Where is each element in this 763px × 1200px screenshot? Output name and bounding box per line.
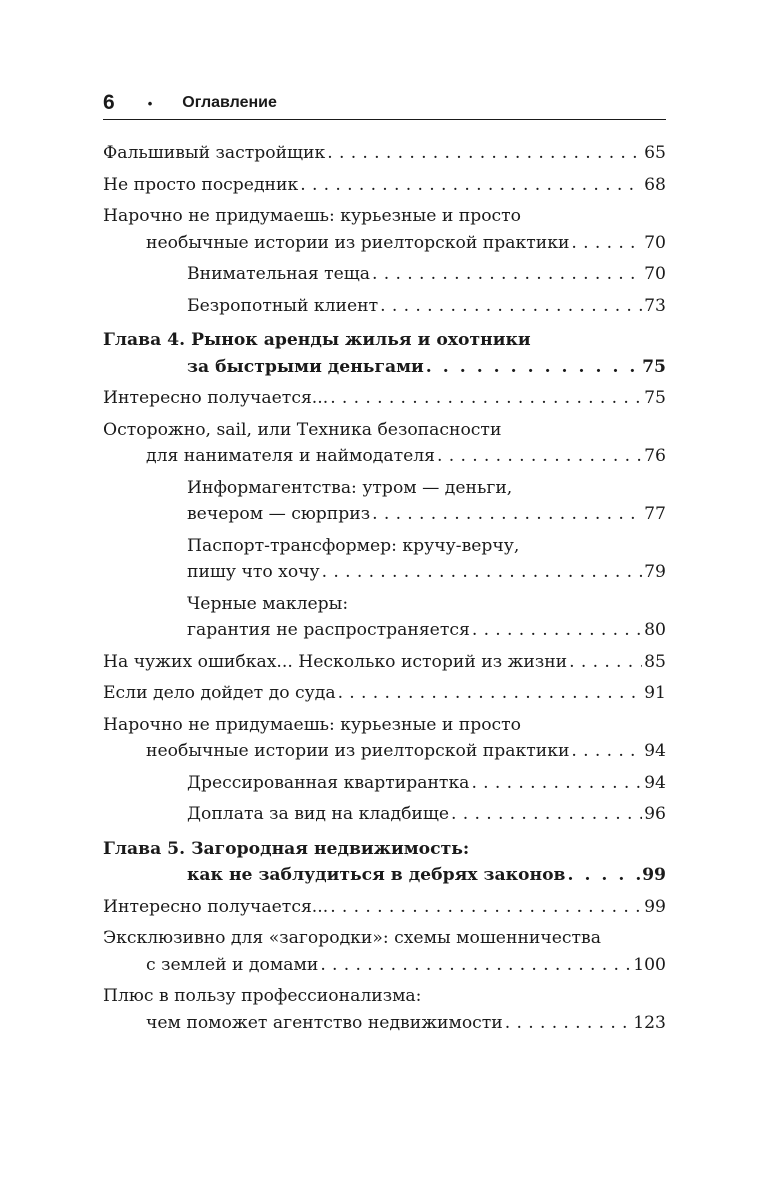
toc-entry <box>103 172 666 199</box>
toc-entry <box>103 712 666 765</box>
toc-page-number: 70 <box>644 232 666 253</box>
toc-entry-title: Эксклюзивно для «загородки»: схемы мошенничества <box>103 928 601 948</box>
toc-entry-title: Глава 4. Рынок аренды жилья и охотники <box>103 330 531 350</box>
dot-leader <box>380 293 642 320</box>
toc-entry-title: Осторожно, sail, или Техника безопасности <box>103 419 502 440</box>
toc-entry <box>103 261 666 288</box>
toc-entry-title: Информагентства: утром — деньги, <box>187 477 513 498</box>
toc-entry-title: На чужих ошибках... Несколько историй из жизни <box>103 651 568 672</box>
toc-entry-title: гарантия не распространяется <box>187 620 470 640</box>
toc-entry-title: с землей и домами <box>146 954 319 975</box>
toc-page-number: 73 <box>644 295 666 316</box>
toc-entry-title: пишу что хочу <box>187 562 320 582</box>
toc-entry-title: Дрессированная квартирантка <box>187 772 470 793</box>
toc-entry <box>103 894 666 921</box>
dot-leader <box>372 501 642 528</box>
toc-page-number: 96 <box>644 804 666 824</box>
toc-entry-title: Нарочно не придумаешь: курьезные и просто <box>103 714 522 735</box>
toc-page-number: 100 <box>633 954 666 975</box>
toc-entry-title: Внимательная теща <box>187 264 371 284</box>
toc-page-number: 76 <box>644 446 666 466</box>
dot-leader <box>471 770 642 797</box>
toc-chapter <box>103 836 666 889</box>
toc-entry <box>103 475 666 528</box>
toc-entry-title: Интересно получается... <box>103 896 329 917</box>
toc-page-number: 99 <box>642 865 666 885</box>
toc-entry <box>103 203 666 256</box>
dot-leader <box>472 617 642 644</box>
toc-entry-title: как не заблудиться в дебрях законов <box>187 865 566 885</box>
toc-page-number: 85 <box>644 651 666 672</box>
toc-page <box>103 88 666 1041</box>
toc-entry-title: Глава 5. Загородная недвижимость: <box>103 838 470 859</box>
toc-page-number: 80 <box>644 620 666 640</box>
dot-leader <box>571 738 642 765</box>
toc-entry <box>103 770 666 797</box>
page-number: 6 <box>103 91 115 114</box>
dot-leader <box>426 354 640 381</box>
dot-leader <box>505 1010 631 1037</box>
toc-page-number: 79 <box>644 562 666 582</box>
dot-leader <box>437 443 642 470</box>
toc-entry-title: Нарочно не придумаешь: курьезные и просто <box>103 206 522 226</box>
toc-page-number: 75 <box>642 356 666 377</box>
toc-page-number: 99 <box>644 896 666 917</box>
toc-entry-title: Черные маклеры: <box>187 593 349 614</box>
dot-leader <box>327 140 642 167</box>
toc-entry <box>103 140 666 167</box>
dot-leader <box>338 680 643 707</box>
toc-entry <box>103 591 666 644</box>
table-of-contents <box>103 140 666 1036</box>
toc-page-number: 94 <box>644 772 666 793</box>
dot-leader <box>320 952 631 979</box>
toc-entry <box>103 649 666 676</box>
toc-page-number: 94 <box>644 741 666 761</box>
toc-entry <box>103 925 666 978</box>
toc-entry <box>103 385 666 412</box>
dot-leader <box>372 261 642 288</box>
dot-leader <box>322 559 642 586</box>
toc-entry-title: Фальшивый застройщик <box>103 143 326 163</box>
toc-entry-title: вечером — сюрприз <box>187 504 371 524</box>
toc-entry-title: для нанимателя и наймодателя <box>146 446 436 466</box>
toc-page-number: 123 <box>633 1012 666 1033</box>
toc-page-number: 68 <box>644 174 666 195</box>
toc-chapter <box>103 327 666 380</box>
toc-page-number: 77 <box>644 504 666 524</box>
dot-leader <box>568 862 641 889</box>
toc-entry-title: за быстрыми деньгами <box>187 356 424 377</box>
toc-page-number: 75 <box>644 388 666 408</box>
toc-entry <box>103 680 666 707</box>
toc-entry-title: Паспорт-трансформер: кручу-верчу, <box>187 535 520 556</box>
toc-entry-title: чем поможет агентство недвижимости <box>146 1012 503 1033</box>
dot-leader <box>451 801 642 828</box>
toc-page-number: 91 <box>644 683 666 703</box>
bullet-separator: • <box>147 95 153 111</box>
running-title: Оглавление <box>182 94 277 111</box>
dot-leader <box>330 385 642 412</box>
dot-leader <box>571 230 642 257</box>
header-rule <box>103 119 666 120</box>
dot-leader <box>330 894 642 921</box>
toc-entry-title: Не просто посредник <box>103 174 299 195</box>
toc-entry-title: Безропотный клиент <box>187 295 379 316</box>
toc-entry-title: необычные истории из риелторской практики <box>146 741 570 761</box>
toc-entry <box>103 417 666 470</box>
toc-entry <box>103 801 666 828</box>
toc-entry <box>103 533 666 586</box>
toc-entry-title: необычные истории из риелторской практики <box>146 232 570 253</box>
toc-entry-title: Интересно получается... <box>103 388 329 408</box>
toc-entry <box>103 983 666 1036</box>
toc-entry-title: Доплата за вид на кладбище <box>187 804 450 824</box>
toc-entry-title: Плюс в пользу профессионализма: <box>103 986 422 1006</box>
toc-entry <box>103 293 666 320</box>
toc-page-number: 70 <box>644 264 666 284</box>
toc-entry-title: Если дело дойдет до суда <box>103 683 336 703</box>
dot-leader <box>300 172 642 199</box>
dot-leader <box>569 649 642 676</box>
toc-page-number: 65 <box>644 143 666 163</box>
running-header <box>103 88 666 118</box>
